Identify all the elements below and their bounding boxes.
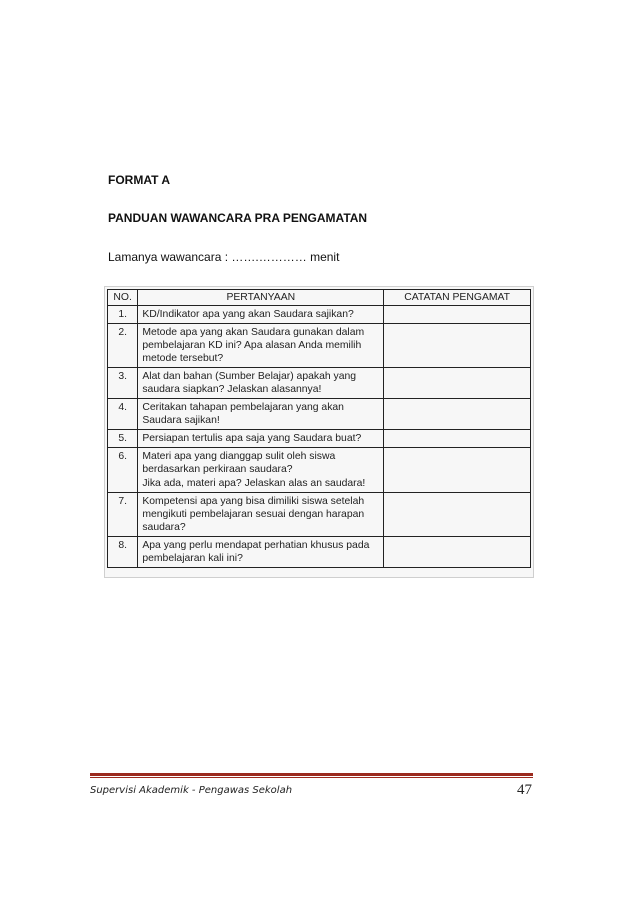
row-question xyxy=(138,306,384,324)
page-number: 47 xyxy=(517,782,532,798)
question-followup-text: Jika ada, materi apa? Jelaskan alas an saudara! xyxy=(142,478,366,489)
guide-title: PANDUAN WAWANCARA PRA PENGAMATAN xyxy=(108,211,368,225)
row-number: 1. xyxy=(108,306,138,324)
question-text: Alat dan bahan (Sumber Belajar) apakah yang saudara siapkan? Jelaskan alasannya! xyxy=(142,371,357,395)
row-question xyxy=(138,368,384,399)
table-row xyxy=(108,399,531,430)
row-notes-cell xyxy=(384,324,531,368)
interview-questions-table xyxy=(107,289,531,568)
table-row xyxy=(108,324,531,368)
row-number: 7. xyxy=(108,493,138,537)
row-notes-cell xyxy=(384,430,531,448)
question-text: Metode apa yang akan Saudara gunakan dalam pembelajaran KD ini? Apa alasan Anda memilih metode tersebut? xyxy=(142,327,365,364)
row-number: 6. xyxy=(108,448,138,493)
row-notes-cell xyxy=(384,537,531,568)
table-row xyxy=(108,306,531,324)
row-number: 3. xyxy=(108,368,138,399)
row-notes-cell xyxy=(384,448,531,493)
row-notes-cell xyxy=(384,306,531,324)
question-text: Kompetensi apa yang bisa dimiliki siswa setelah mengikuti pembelajaran sesuai dengan harapan saudara? xyxy=(142,496,365,533)
row-notes-cell xyxy=(384,493,531,537)
row-question xyxy=(138,537,384,568)
table-row xyxy=(108,493,531,537)
footer-divider xyxy=(90,773,533,776)
row-notes-cell xyxy=(384,399,531,430)
table-row xyxy=(108,537,531,568)
question-text: Materi apa yang dianggap sulit oleh siswa berdasarkan perkiraan saudara? xyxy=(142,451,336,475)
duration-dots: …….………… xyxy=(231,250,311,264)
table-row xyxy=(108,430,531,448)
duration-unit: menit xyxy=(310,250,340,264)
format-title: FORMAT A xyxy=(108,173,170,187)
header-notes: CATATAN PENGAMAT xyxy=(384,290,531,306)
row-question xyxy=(138,324,384,368)
duration-label: Lamanya wawancara : xyxy=(108,250,232,264)
row-number: 8. xyxy=(108,537,138,568)
table-row xyxy=(108,368,531,399)
table-header-row xyxy=(108,290,531,306)
interview-duration-line xyxy=(108,250,339,264)
row-notes-cell xyxy=(384,368,531,399)
header-question: PERTANYAAN xyxy=(138,290,384,306)
row-question xyxy=(138,493,384,537)
header-no: NO. xyxy=(108,290,138,306)
question-text: Persiapan tertulis apa saja yang Saudara buat? xyxy=(142,433,362,444)
question-text: KD/Indikator apa yang akan Saudara sajikan? xyxy=(142,309,354,320)
row-number: 4. xyxy=(108,399,138,430)
table-row xyxy=(108,448,531,493)
question-text: Ceritakan tahapan pembelajaran yang akan Saudara sajikan! xyxy=(142,402,344,426)
row-number: 2. xyxy=(108,324,138,368)
question-text: Apa yang perlu mendapat perhatian khusus pada pembelajaran kali ini? xyxy=(142,540,370,564)
footer-title: Supervisi Akademik - Pengawas Sekolah xyxy=(90,785,293,796)
row-question xyxy=(138,448,384,493)
interview-table-image xyxy=(104,286,534,578)
row-number: 5. xyxy=(108,430,138,448)
row-question xyxy=(138,430,384,448)
row-question xyxy=(138,399,384,430)
